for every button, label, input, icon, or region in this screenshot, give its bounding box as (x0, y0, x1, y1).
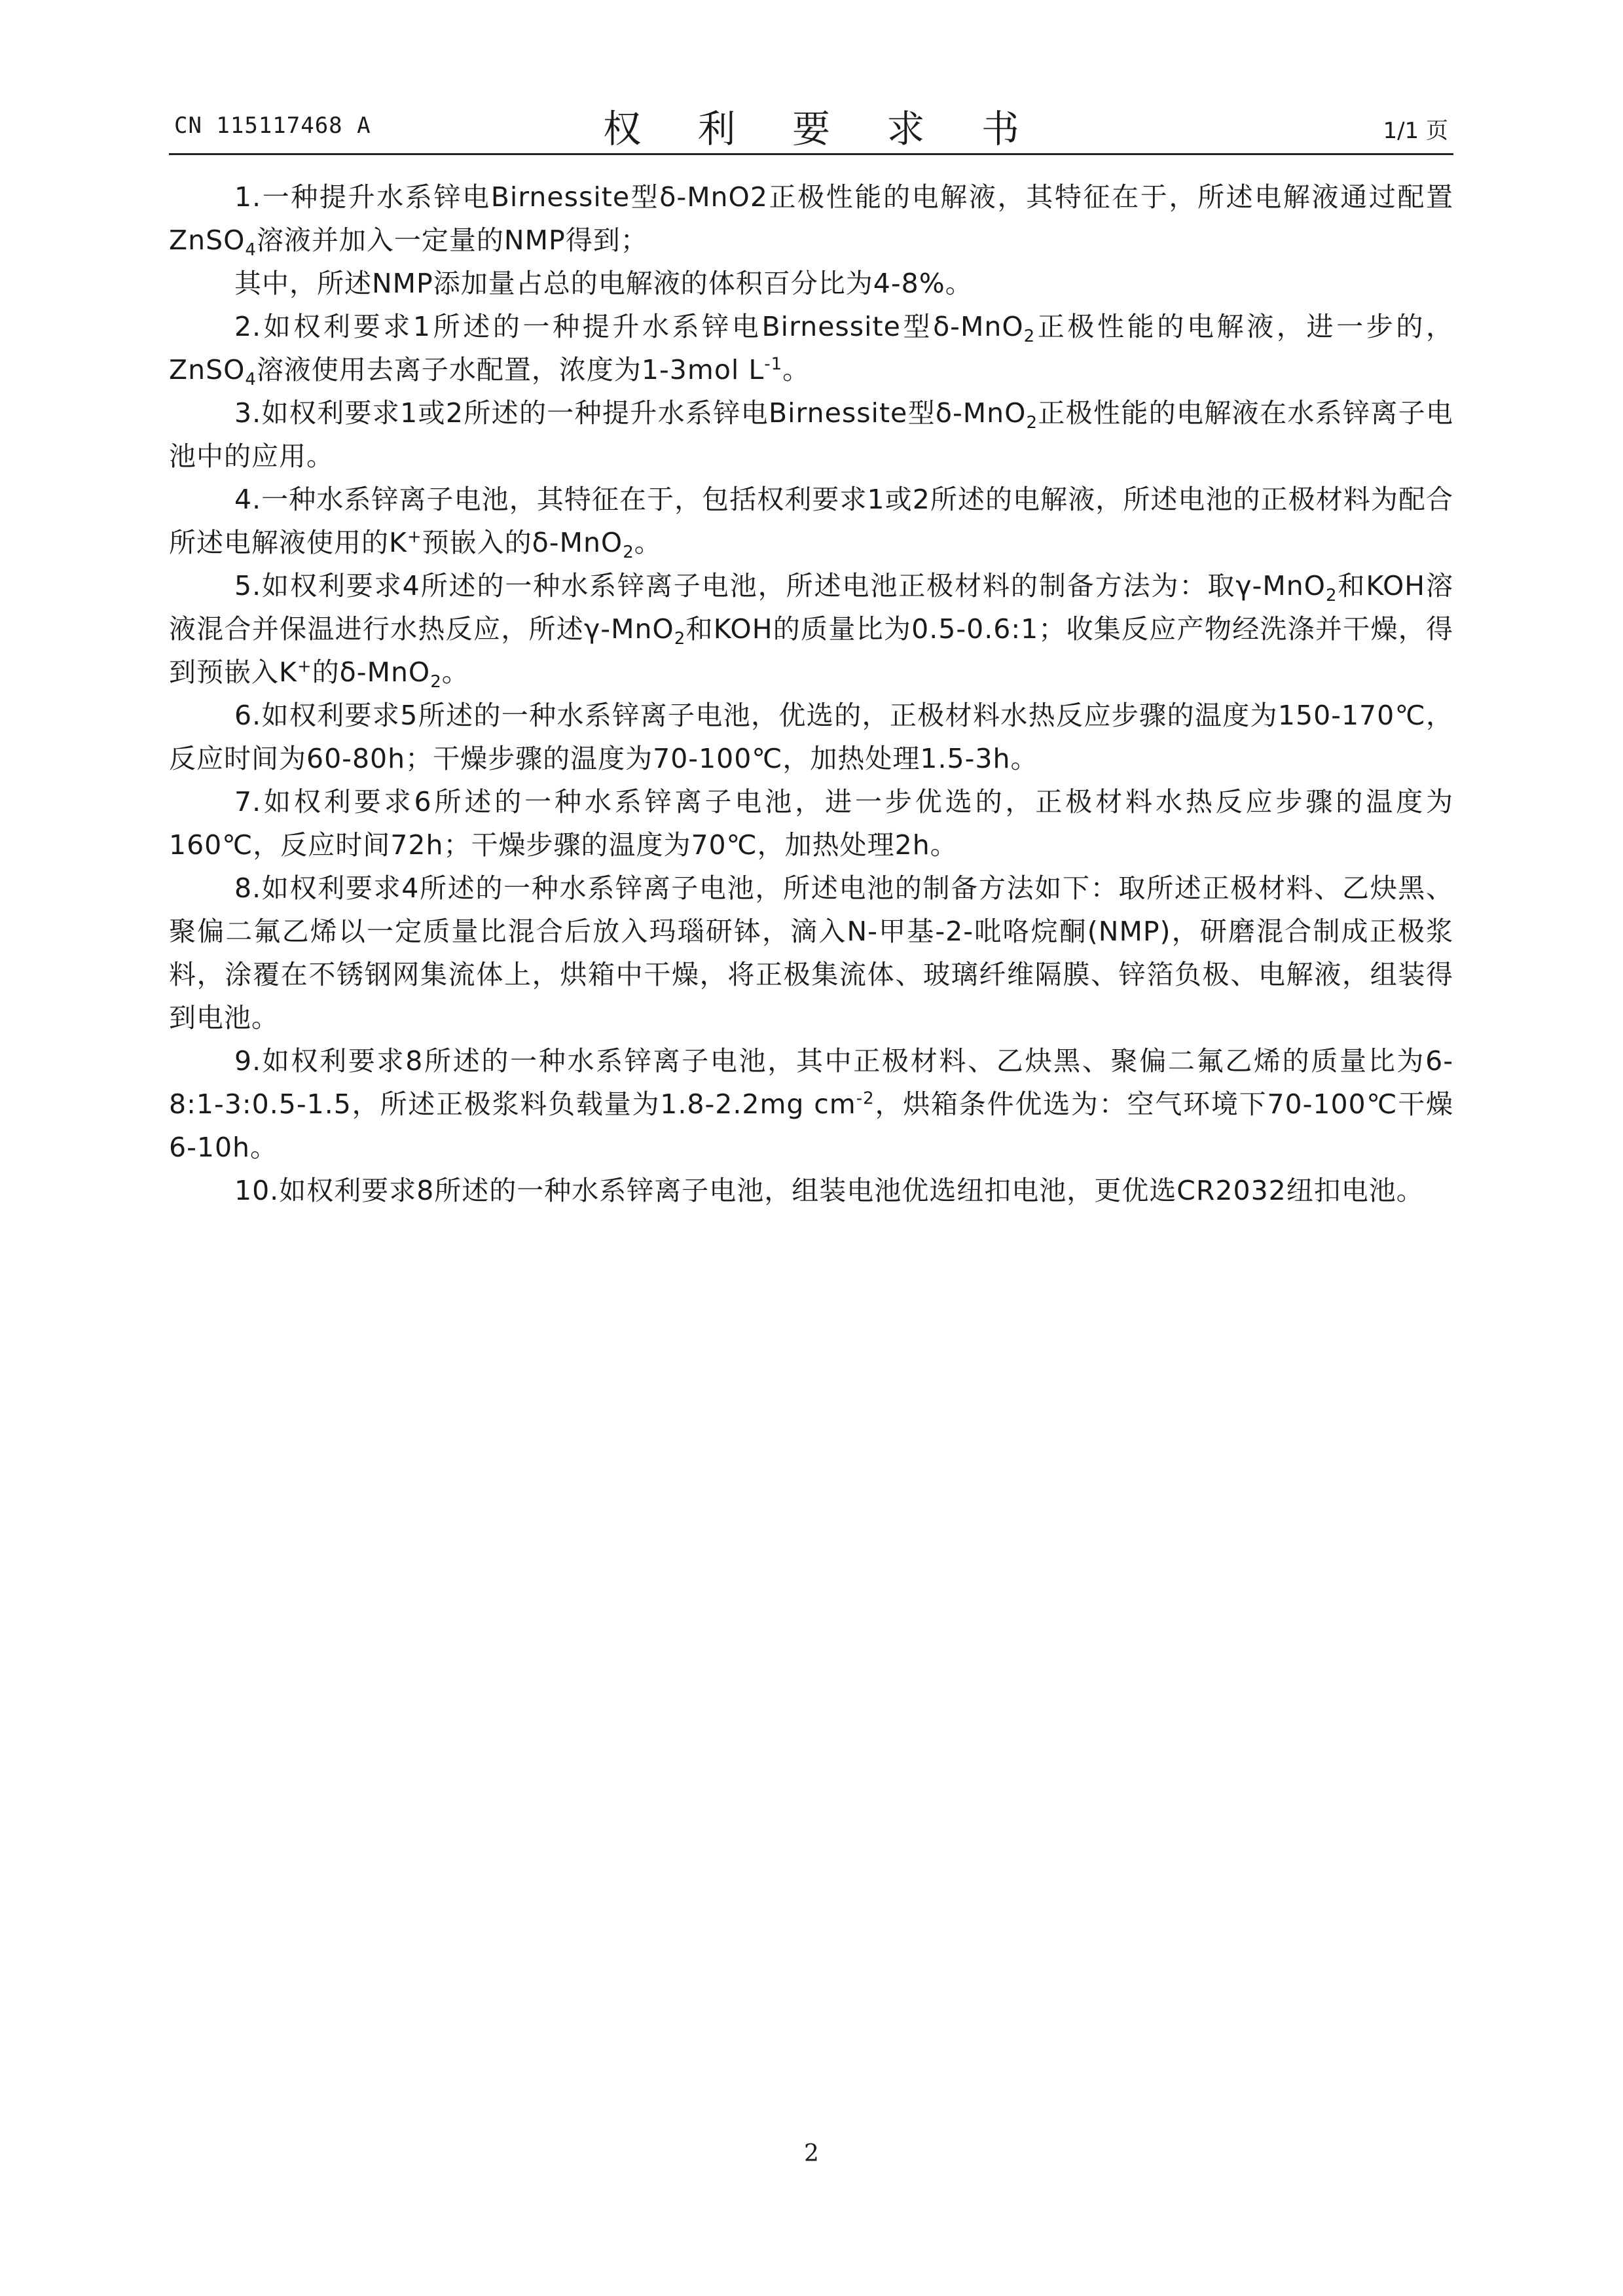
claim-paragraph (169, 262, 1453, 305)
claim-text: 4.一种水系锌离子电池，其特征在于，包括权利要求1或2所述的电解液，所述电池的正极材料为配合所述电解液使用的K (169, 484, 1453, 558)
claim-text: 1.一种提升水系锌电Birnessite型δ-MnO2正极性能的电解液，其特征在于，所述电解液通过配置ZnSO (169, 181, 1453, 256)
superscript: + (407, 527, 422, 547)
page-number: 2 (804, 2140, 819, 2167)
claim-text: 。 (782, 354, 811, 386)
subscript: 2 (1325, 586, 1338, 606)
claim-text: 7.如权利要求6所述的一种水系锌离子电池，进一步优选的，正极材料水热反应步骤的温度为160℃，反应时间72h；干燥步骤的温度为70℃，加热处理2h。 (169, 786, 1453, 861)
claim-paragraph (169, 305, 1453, 391)
subscript: 2 (674, 629, 686, 649)
claim-paragraph (169, 694, 1453, 780)
claim-text: 10.如权利要求8所述的一种水系锌离子电池，组装电池优选纽扣电池，更优选CR2032纽扣电池。 (234, 1175, 1424, 1206)
superscript: + (297, 656, 312, 677)
subscript: 2 (430, 672, 442, 692)
claim-text: 5.如权利要求4所述的一种水系锌离子电池，所述电池正极材料的制备方法为：取γ-MnO (234, 570, 1326, 601)
subscript: 2 (623, 543, 634, 563)
claim-text: 6.如权利要求5所述的一种水系锌离子电池，优选的，正极材料水热反应步骤的温度为150-170℃，反应时间为60-80h；干燥步骤的温度为70-100℃，加热处理1.5-3h。 (169, 700, 1453, 774)
subscript: 2 (1026, 413, 1038, 433)
claim-paragraph (169, 867, 1453, 1039)
claim-paragraph (169, 478, 1453, 564)
claim-text: 正极性能的电解液，进一步的，ZnSO (169, 311, 1453, 386)
superscript: -2 (856, 1088, 875, 1109)
document-title: 权 利 要 求 书 (603, 107, 1042, 151)
claim-text: 的δ-MnO (312, 656, 431, 688)
subscript: 4 (245, 240, 257, 260)
claim-paragraph (169, 1169, 1453, 1212)
claim-paragraph (169, 780, 1453, 867)
page-header (169, 98, 1453, 153)
subscript: 2 (1023, 327, 1036, 347)
claim-paragraph (169, 175, 1453, 262)
claim-paragraph (169, 391, 1453, 478)
claim-text: 8.如权利要求4所述的一种水系锌离子电池，所述电池的制备方法如下：取所述正极材料、乙炔黑、聚偏二氟乙烯以一定质量比混合后放入玛瑙研钵，滴入N-甲基-2-吡咯烷酮(NMP)，研磨混合制成正极浆料，涂覆在不锈钢网集流体上，烘箱中干燥，将正极集流体、玻璃纤维隔膜、锌箔负极、电解液，组装得到电池。 (169, 872, 1453, 1033)
claim-text: 。 (441, 656, 469, 688)
claim-paragraph (169, 1039, 1453, 1169)
claim-text: 预嵌入的δ-MnO (422, 527, 623, 558)
claim-text: 其中，所述NMP添加量占总的电解液的体积百分比为4-8%。 (234, 268, 973, 299)
claim-paragraph (169, 564, 1453, 694)
claims-body (169, 175, 1453, 1212)
claim-text: 2.如权利要求1所述的一种提升水系锌电Birnessite型δ-MnO (234, 311, 1024, 342)
superscript: -1 (764, 354, 783, 374)
claim-text: ，烘箱条件优选为：空气环境下70-100℃干燥6-10h。 (169, 1088, 1454, 1163)
claim-text: 溶液并加入一定量的NMP得到； (256, 224, 648, 256)
subscript: 4 (245, 370, 257, 390)
claim-text: 和KOH的质量比为0.5-0.6:1；收集反应产物经洗涤并干燥，得到预嵌入K (169, 613, 1453, 688)
claim-text: 3.如权利要求1或2所述的一种提升水系锌电Birnessite型δ-MnO (234, 397, 1027, 429)
claim-text: 9.如权利要求8所述的一种水系锌离子电池，其中正极材料、乙炔黑、聚偏二氟乙烯的质量比为6-8:1-3:0.5-1.5，所述正极浆料负载量为1.8-2.2mg cm (169, 1045, 1453, 1120)
page-indicator: 1/1 页 (1383, 118, 1448, 144)
claim-text: 溶液使用去离子水配置，浓度为1-3mol L (256, 354, 765, 386)
claim-text: 。 (634, 527, 662, 558)
publication-number: CN 115117468 A (174, 113, 371, 139)
claim-text: 和KOH溶液混合并保温进行水热反应，所述γ-MnO (169, 570, 1454, 645)
header-rule (169, 153, 1453, 155)
claim-text: 正极性能的电解液在水系锌离子电池中的应用。 (169, 397, 1453, 472)
